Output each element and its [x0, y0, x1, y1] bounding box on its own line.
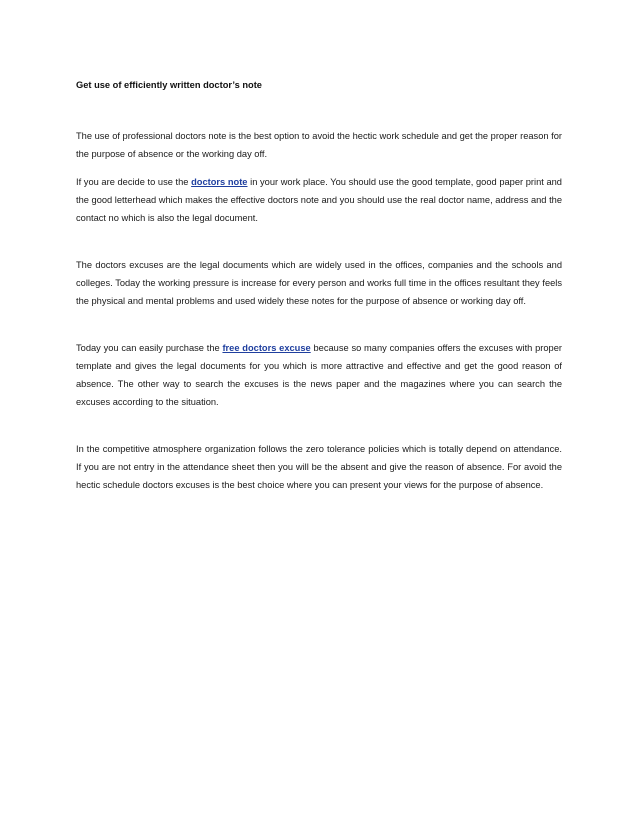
- paragraph-4: [76, 339, 562, 411]
- document-body: [76, 78, 562, 494]
- paragraph-3: The doctors excuses are the legal documents which are widely used in the offices, companies and the schools and colleges. Today the working pressure is increase for every person and works full time in the offices resultant they feels the physical and mental problems and used widely these notes for the purpose of absence or working day off.: [76, 260, 562, 306]
- paragraph-2-text-before: If you are decide to use the: [76, 177, 192, 187]
- paragraph-2: [76, 173, 562, 227]
- paragraph-5: In the competitive atmosphere organization follows the zero tolerance policies which is totally depend on attendance. If you are not entry in the attendance sheet then you will be the absent and give the reason of absence. For avoid the hectic schedule doctors excuses is the best choice where you can present your views for the purpose of absence.: [76, 444, 562, 490]
- document-heading: Get use of efficiently written doctor’s note: [76, 80, 262, 90]
- paragraph-2-text-after: in your work place. You should use the good template, good paper print and the good letterhead which makes the effective doctors note and you should use the real doctor name, address and the contact no which is also the legal document.: [76, 177, 562, 223]
- paragraph-4-text-after: because so many companies offers the excuses with proper template and gives the legal documents for you which is more attractive and effective and get the good reason of absence. The other way to search the excuses is the news paper and the magazines where you can search the excuses according to the situation.: [76, 343, 562, 407]
- paragraph-4-text-before: Today you can easily purchase the: [76, 343, 223, 353]
- paragraph-1: The use of professional doctors note is the best option to avoid the hectic work schedule and get the proper reason for the purpose of absence or the working day off.: [76, 131, 562, 159]
- free-doctors-excuse-link[interactable]: free doctors excuse: [222, 343, 311, 353]
- doctors-note-link[interactable]: doctors note: [191, 177, 248, 187]
